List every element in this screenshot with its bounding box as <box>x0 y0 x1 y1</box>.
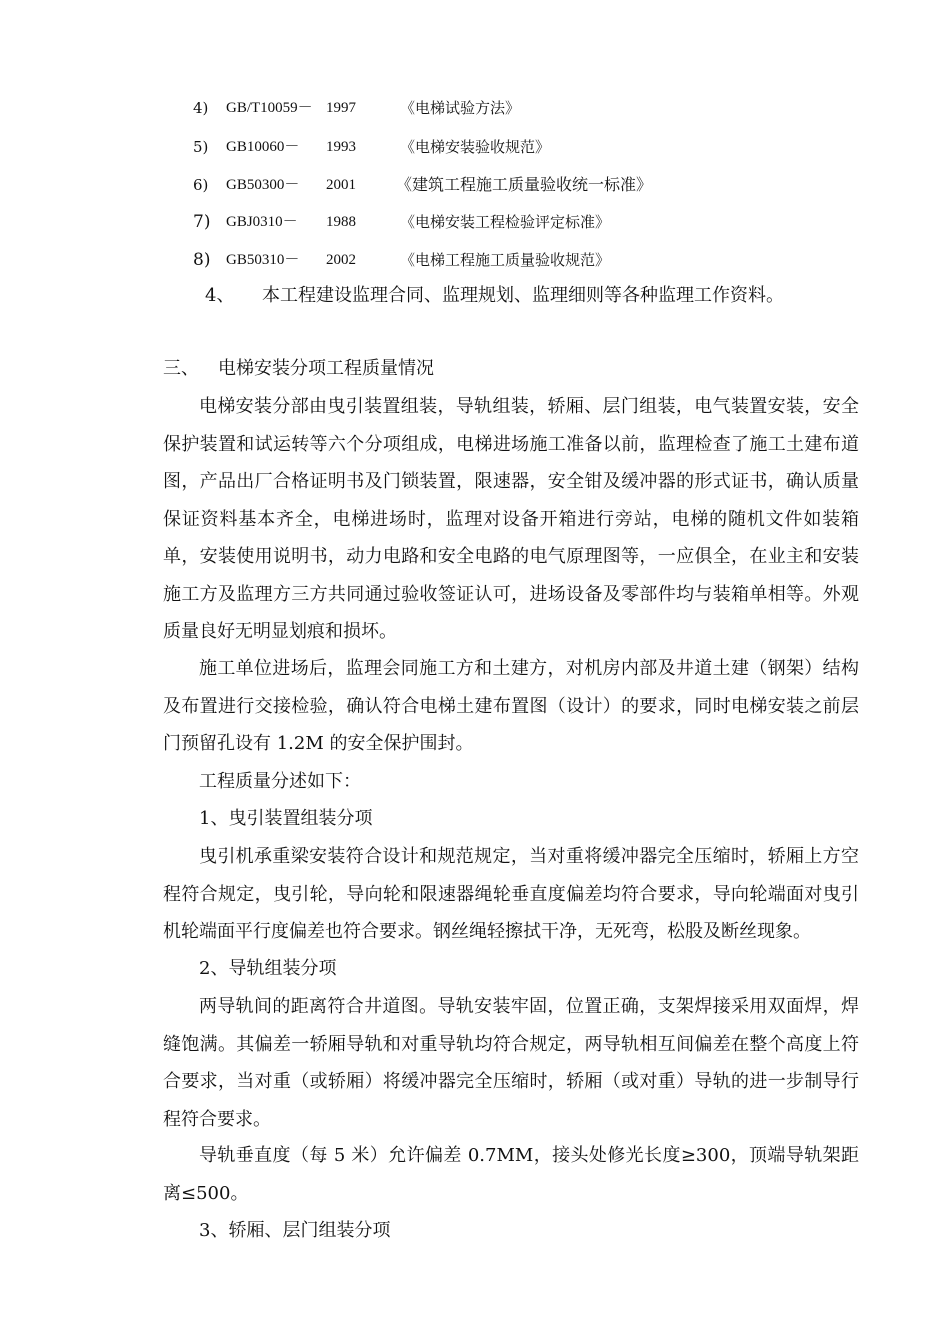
standard-title: 《电梯工程施工质量验收规范》 <box>400 251 611 269</box>
section-number: 三、 <box>163 358 199 379</box>
standard-code: GB10060－ <box>226 139 300 155</box>
paragraph: 工程质量分述如下： <box>199 771 361 792</box>
subsection-heading: 1、曳引装置组装分项 <box>199 808 373 829</box>
standard-code: GB50310－ <box>226 252 300 268</box>
standard-year: 1993 <box>326 139 356 155</box>
subsection-heading: 2、导轨组装分项 <box>199 958 337 979</box>
paragraph: 曳引机承重梁安装符合设计和规范规定，当对重将缓冲器完全压缩时，轿厢上方空程符合规定，曳引轮，导向轮和限速器绳轮垂直度偏差均符合要求，导向轮端面对曳引机轮端面平行度偏差也符合要求。钢丝绳轻擦拭干净，无死弯，松股及断丝现象。 <box>163 846 859 942</box>
standard-title: 《电梯试验方法》 <box>400 99 521 117</box>
standard-year: 2002 <box>326 252 356 268</box>
standard-year: 2001 <box>326 177 356 193</box>
list-item-number: 4、 <box>205 285 235 306</box>
list-item-4-text: 本工程建设监理合同、监理规划、监理细则等各种监理工作资料。 <box>262 285 784 306</box>
standard-number: 6) <box>193 176 209 194</box>
list-item-4 <box>205 283 234 309</box>
paragraph: 电梯安装分部由曳引装置组装，导轨组装，轿厢、层门组装，电气装置安装，安全保护装置和试运转等六个分项组成，电梯进场施工准备以前，监理检查了施工土建布道图，产品出厂合格证明书及门锁装置，限速器，安全钳及缓冲器的形式证书，确认质量保证资料基本齐全，电梯进场时，监理对设备开箱进行旁站，电梯的随机文件如装箱单，安装使用说明书，动力电路和安全电路的电气原理图等，一应俱全，在业主和安装施工方及监理方三方共同通过验收签证认可，进场设备及零部件均与装箱单相等。外观质量良好无明显划痕和损坏。 <box>163 396 859 642</box>
standard-code: GB/T10059－ <box>226 100 313 116</box>
standard-year: 1997 <box>326 100 356 116</box>
standard-title: 《建筑工程施工质量验收统一标准》 <box>396 175 653 194</box>
paragraph: 两导轨间的距离符合井道图。导轨安装牢固，位置正确，支架焊接采用双面焊，焊缝饱满。其偏差一轿厢导轨和对重导轨均符合规定，两导轨相互间偏差在整个高度上符合要求，当对重（或轿厢）将缓冲器完全压缩时，轿厢（或对重）导轨的进一步制导行程符合要求。 <box>163 996 859 1130</box>
paragraph: 导轨垂直度（每 5 米）允许偏差 0.7MM，接头处修光长度≥300，顶端导轨架距离≤500。 <box>163 1145 859 1204</box>
standard-title: 《电梯安装工程检验评定标准》 <box>400 213 611 231</box>
subsection-heading: 3、轿厢、层门组装分项 <box>199 1220 391 1241</box>
standard-number: 5) <box>193 138 209 156</box>
standard-title: 《电梯安装验收规范》 <box>400 138 551 156</box>
standard-number: 4) <box>193 99 209 117</box>
standard-year: 1988 <box>326 214 356 230</box>
standard-code: GB50300－ <box>226 177 300 193</box>
section-title: 电梯安装分项工程质量情况 <box>218 358 434 379</box>
paragraph: 施工单位进场后，监理会同施工方和土建方，对机房内部及井道土建（钢架）结构及布置进行交接检验，确认符合电梯土建布置图（设计）的要求，同时电梯安装之前层门预留孔设有 1.2M 的安全保护围封。 <box>163 658 859 754</box>
standard-number: 7) <box>193 212 211 232</box>
standard-code: GBJ0310－ <box>226 214 298 230</box>
standard-number: 8) <box>193 250 211 270</box>
